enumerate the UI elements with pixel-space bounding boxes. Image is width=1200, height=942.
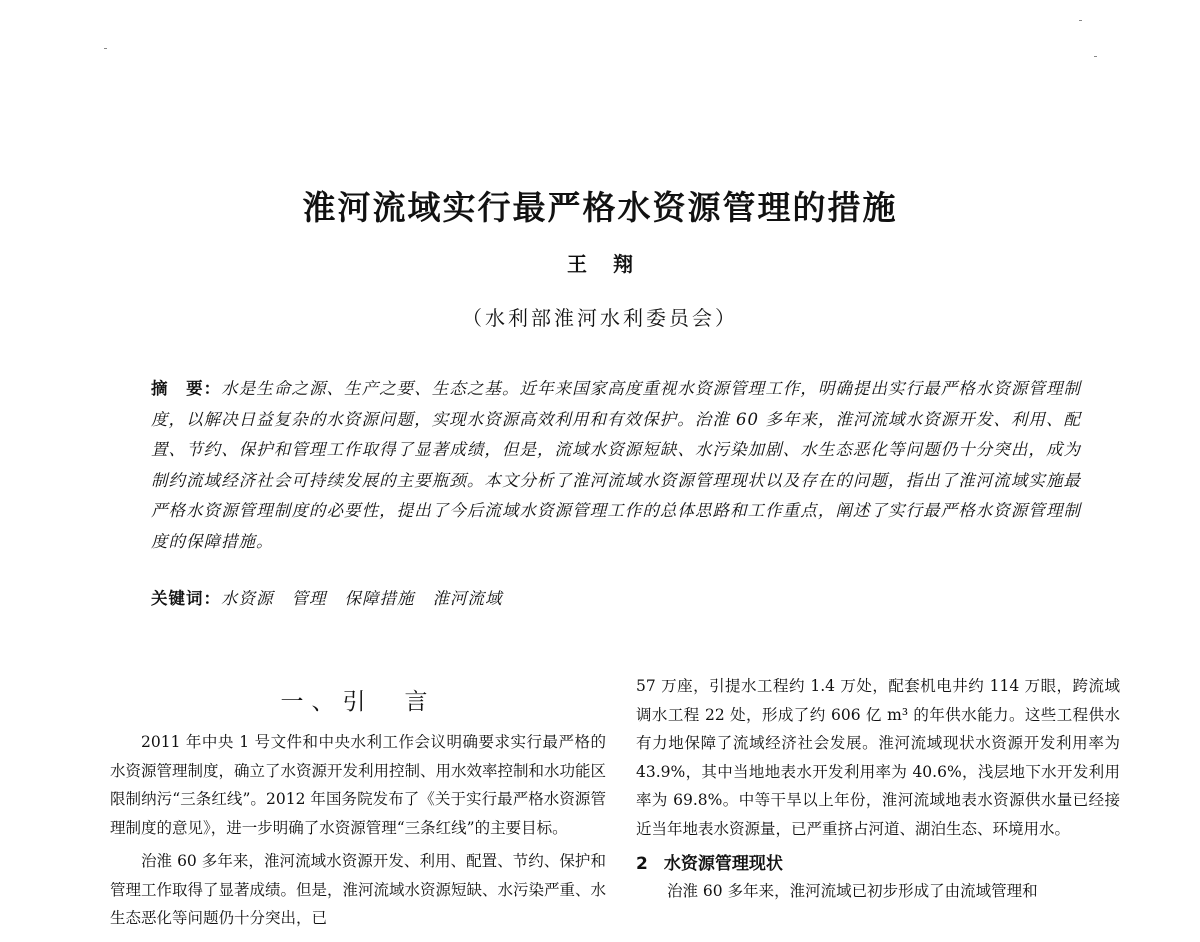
section-number: 2 — [636, 854, 648, 874]
abstract-label: 摘 要： — [151, 379, 222, 398]
scan-speck — [1094, 56, 1097, 57]
scan-speck — [104, 48, 107, 49]
abstract — [151, 374, 1081, 557]
body-paragraph: 治淮 60 多年来，淮河流域水资源开发、利用、配置、节约、保护和管理工作取得了显著成绩。但是，淮河流域水资源短缺、水污染严重、水生态恶化等问题仍十分突出，已 — [110, 852, 607, 927]
left-column — [110, 728, 606, 933]
scan-speck — [1079, 20, 1082, 21]
body-paragraph: 57 万座，引提水工程约 1.4 万处，配套机电井约 114 万眼，跨流域调水工程 22 处，形成了约 606 亿 m³ 的年供水能力。这些工程供水有力地保障了流域经济社会发展。淮河流域现状水资源开发利用率为 43.9%，其中当地地表水开发利用率为 40.6%，浅层地下水开发利用率为 69.8%。中等干旱以上年份，淮河流域地表水资源供水量已经接近当年地表水资源量，已严重挤占河道、湖泊生态、环境用水。 — [636, 677, 1120, 838]
body-paragraph: 2011 年中央 1 号文件和中央水利工作会议明确要求实行最严格的水资源管理制度，确立了水资源开发利用控制、用水效率控制和水功能区限制纳污“三条红线”。2012 年国务院发布了《关于实行最严格水资源管理制度的意见》，进一步明确了水资源管理“三条红线”的主要目标。 — [110, 733, 607, 837]
body-paragraph: 治淮 60 多年来，淮河流域已初步形成了由流域管理和 — [667, 882, 1038, 900]
section-heading-text: 水资源管理现状 — [663, 854, 783, 874]
keywords-label: 关键词： — [151, 589, 221, 608]
keyword-item: 管理 — [291, 589, 327, 608]
keyword-item: 淮河流域 — [432, 589, 503, 608]
author-affiliation: （水利部淮河水利委员会） — [462, 306, 738, 330]
keywords — [151, 586, 1081, 612]
author-name: 王翔 — [567, 252, 659, 276]
right-column — [636, 672, 1120, 906]
section-heading-status — [636, 851, 1120, 877]
paper-title: 淮河流域实行最严格水资源管理的措施 — [302, 188, 898, 227]
keyword-item: 保障措施 — [344, 589, 415, 608]
keyword-item: 水资源 — [221, 589, 274, 608]
abstract-text: 水是生命之源、生产之要、生态之基。近年来国家高度重视水资源管理工作，明确提出实行最严格水资源管理制度，以解决日益复杂的水资源问题，实现水资源高效利用和有效保护。治淮 60 多年来，淮河流域水资源开发、利用、配置、节约、保护和管理工作取得了显著成绩，但是，流域水资源短缺、水污染加剧、水生态恶化等问题仍十分突出，成为制约流域经济社会可持续发展的主要瓶颈。本文分析了淮河流域水资源管理现状以及存在的问题，指出了淮河流域实施最严格水资源管理制度的必要性，提出了今后流域水资源管理工作的总体思路和工作重点，阐述了实行最严格水资源管理制度的保障措施。 — [151, 379, 1082, 551]
section-heading-introduction: 一、引 言 — [280, 689, 436, 715]
